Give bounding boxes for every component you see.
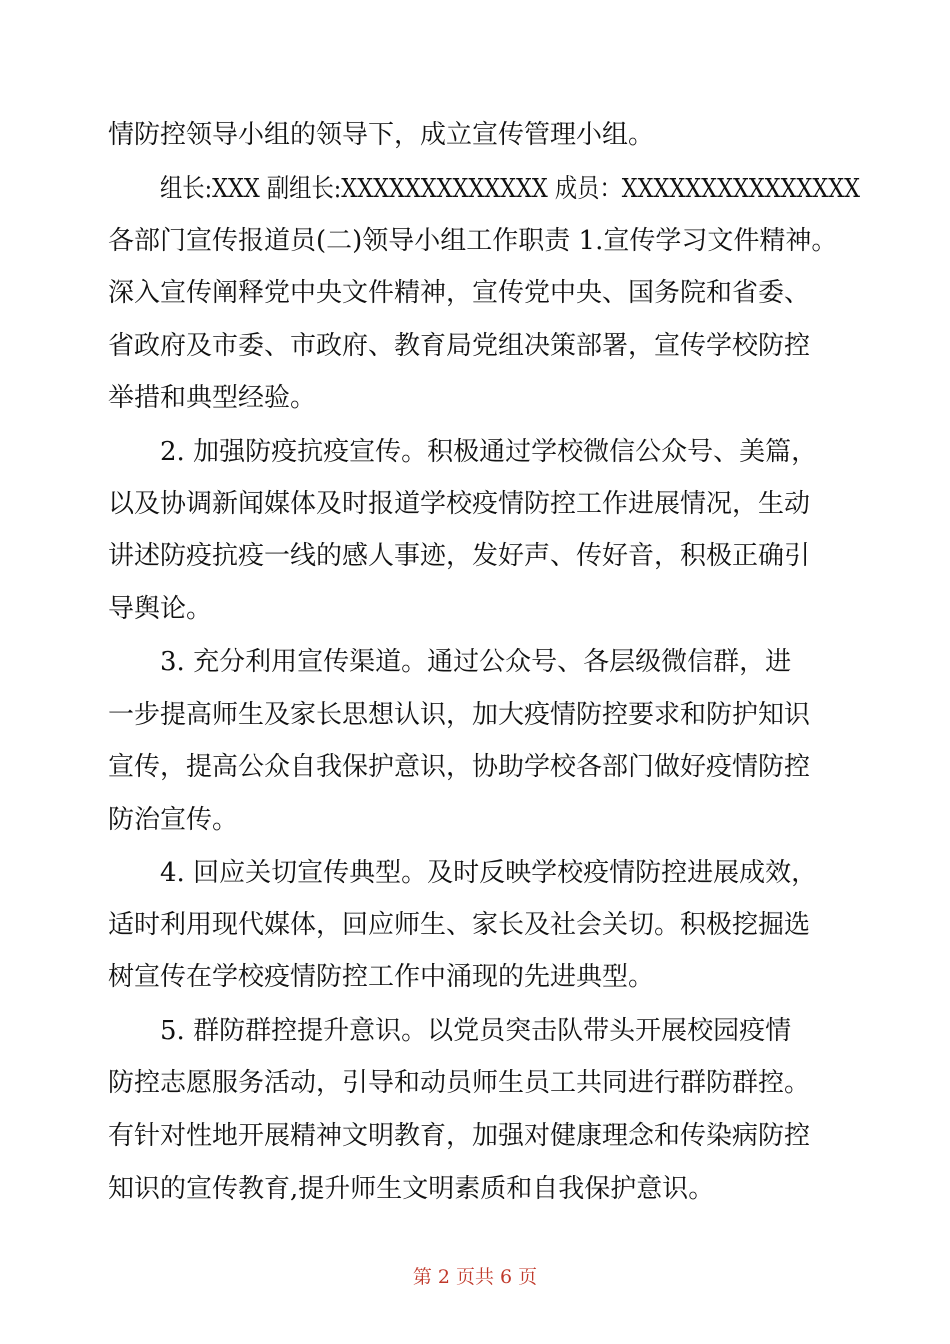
body-line: 以及协调新闻媒体及时报道学校疫情防控工作进展情况，生动: [108, 489, 811, 519]
body-line: 导舆论。: [108, 594, 213, 624]
body-line: 防治宣传。: [108, 805, 239, 835]
body-line: 3. 充分利用宣传渠道。通过公众号、各层级微信群，进: [160, 647, 792, 677]
body-line: 宣传，提高公众自我保护意识，协助学校各部门做好疫情防控: [108, 752, 811, 782]
body-line: 树宣传在学校疫情防控工作中涌现的先进典型。: [108, 962, 655, 992]
body-line: 讲述防疫抗疫一线的感人事迹，发好声、传好音，积极正确引: [108, 541, 811, 571]
body-line: 深入宣传阐释党中央文件精神，宣传党中央、国务院和省委、: [108, 278, 811, 308]
body-line: 4. 回应关切宣传典型。及时反映学校疫情防控进展成效，: [160, 858, 818, 888]
body-line: 有针对性地开展精神文明教育，加强对健康理念和传染病防控: [108, 1121, 811, 1151]
body-line: 防控志愿服务活动，引导和动员师生员工共同进行群防群控。: [108, 1068, 811, 1098]
body-line: 5. 群防群控提升意识。以党员突击队带头开展校园疫情: [160, 1016, 792, 1046]
body-line: 省政府及市委、市政府、教育局党组决策部署，宣传学校防控: [108, 331, 811, 361]
body-line: 举措和典型经验。: [108, 383, 317, 413]
page-number-footer: 第 2 页共 6 页: [412, 1266, 538, 1288]
body-line: 各部门宣传报道员(二)领导小组工作职责 1.宣传学习文件精神。: [108, 226, 838, 256]
body-line: 组长:XXX 副组长:XXXXXXXXXXXXX 成员：XXXXXXXXXXXXXXX: [160, 174, 861, 204]
body-line: 2. 加强防疫抗疫宣传。积极通过学校微信公众号、美篇，: [160, 437, 818, 467]
body-line: 知识的宣传教育,提升师生文明素质和自我保护意识。: [108, 1174, 715, 1204]
body-line: 适时利用现代媒体，回应师生、家长及社会关切。积极挖掘选: [108, 910, 811, 940]
body-line: 一步提高师生及家长思想认识，加大疫情防控要求和防护知识: [108, 700, 811, 730]
body-line: 情防控领导小组的领导下，成立宣传管理小组。: [108, 120, 655, 150]
